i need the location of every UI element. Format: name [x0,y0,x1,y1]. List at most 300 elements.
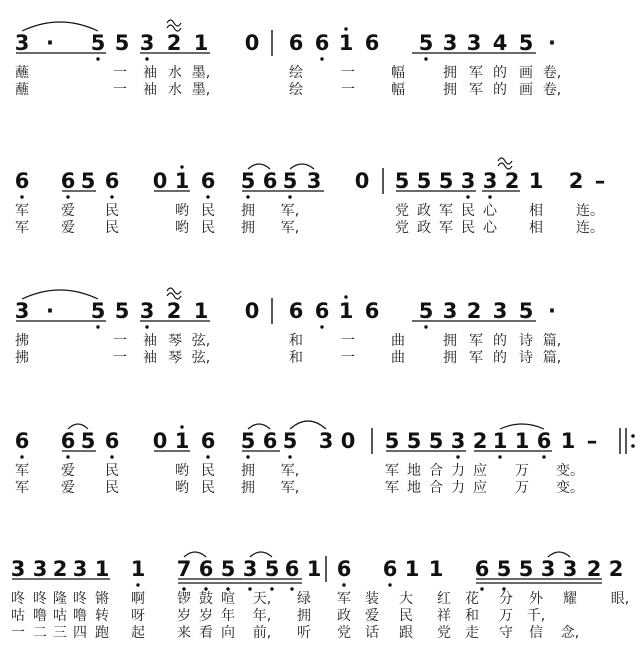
lyric-syllable: 一 [113,350,127,366]
lyric-syllable: 相 [529,220,543,236]
lyric-syllable: 咚 [33,591,47,607]
lyric-syllable: 起 [131,625,145,641]
lyric-syllable: 三 [53,625,67,641]
lyric-syllable: 军 [15,203,29,219]
lyric-syllable: 墨, [191,82,211,98]
lyric-syllable: 一 [113,65,127,81]
lyric-syllable: 合 [429,480,443,496]
note-number: 1 [94,557,110,581]
lyric-syllable: 拥 [241,463,255,479]
score-system [15,20,562,98]
note-number: 6 [14,169,30,193]
octave-dot-low [136,583,139,586]
lyric-syllable: 一 [341,65,355,81]
lyric-syllable: 鼓 [199,591,213,607]
lyric-syllable: 走 [465,625,479,641]
lyric-syllable: 蘸 [15,82,29,98]
dash-extension: – [586,429,598,453]
note-number: 6 [336,557,352,581]
note-number: 0 [354,169,370,193]
lyric-syllable: 军, [280,480,300,496]
lyric-syllable: 拥 [241,480,255,496]
lyric-syllable: 党 [337,625,351,641]
octave-dot-high [180,165,183,168]
note-number: 6 [200,429,216,453]
note-number: 3 [10,557,26,581]
lyric-syllable: 军 [469,333,483,349]
lyric-syllable: 年 [221,608,235,624]
note-number: 5 [416,169,432,193]
lyric-syllable: 军, [280,203,300,219]
note-number: 4 [492,31,508,55]
note-number: 3 [14,31,30,55]
lyric-syllable: 哟 [175,463,189,479]
note-number: 1 [560,429,576,453]
lyric-syllable: 绘 [289,65,303,81]
octave-dot-low [388,583,391,586]
lyric-syllable: 袖 [143,350,157,366]
lyric-syllable: 绿 [297,591,311,607]
note-number: 1 [428,557,444,581]
lyric-syllable: 水 [168,65,182,81]
note-number: 3 [139,299,155,323]
octave-dot-low [480,587,483,590]
slur-arc [22,290,98,299]
octave-dot-low [320,57,323,60]
lyric-syllable: 民 [105,220,119,236]
score-system [15,288,562,366]
lyric-syllable: 爱 [61,203,75,219]
note-number: 6 [262,429,278,453]
lyric-syllable: 篇, [542,333,562,349]
lyric-syllable: 眼, [610,591,630,607]
lyric-syllable: 年, [252,608,272,624]
lyric-syllable: 啊 [131,591,145,607]
lyric-syllable: 政 [417,220,431,236]
lyric-syllable: 连。 [576,203,604,219]
note-number: 6 [198,557,214,581]
note-number: 1 [174,169,190,193]
score-system [11,552,630,641]
lyric-syllable: 诗 [519,333,533,349]
note-number: 5 [418,299,434,323]
lyric-syllable: 弦, [191,333,211,349]
augmentation-dot: · [548,31,556,55]
lyric-syllable: 岁 [199,608,213,624]
note-number: 5 [282,169,298,193]
lyric-syllable: 墨, [191,65,211,81]
note-number: 6 [14,429,30,453]
lyric-syllable: 爱 [61,220,75,236]
lyric-syllable: 军 [385,480,399,496]
note-number: 0 [152,169,168,193]
note-number: 6 [104,429,120,453]
lyric-syllable: 花 [465,591,479,607]
lyric-syllable: 和 [465,608,479,624]
lyric-syllable: 军 [337,591,351,607]
octave-dot-low [20,455,23,458]
note-number: 6 [60,429,76,453]
lyric-syllable: 祥 [437,608,451,624]
note-number: 6 [474,557,490,581]
lyric-syllable: 来 [177,625,191,641]
lyric-syllable: 大 [399,591,413,607]
note-number: 6 [364,299,380,323]
lyric-syllable: 耀 [563,591,577,607]
note-number: 5 [384,429,400,453]
note-number: 3 [32,557,48,581]
note-number: 1 [193,299,209,323]
lyric-syllable: 转 [95,608,109,624]
note-number: 1 [338,299,354,323]
note-number: 5 [406,429,422,453]
note-number: 6 [382,557,398,581]
lyric-syllable: 锣 [177,591,191,607]
lyric-syllable: 和 [289,333,303,349]
lyric-syllable: 水 [168,82,182,98]
note-number: 5 [518,31,534,55]
lyric-syllable: 曲 [391,350,405,366]
lyric-syllable: 的 [493,333,507,349]
lyric-syllable: 卷, [542,82,562,98]
note-number: 6 [364,31,380,55]
note-number: 2 [504,169,520,193]
lyric-syllable: 画 [519,65,533,81]
score-system [15,158,606,236]
octave-dot-low [542,455,545,458]
octave-dot-low [248,587,251,590]
octave-dot-high [180,425,183,428]
lyric-syllable: 袖 [143,333,157,349]
note-number: 5 [394,169,410,193]
note-number: 6 [200,169,216,193]
lyric-syllable: 党 [395,203,409,219]
lyric-syllable: 民 [105,480,119,496]
lyric-syllable: 拥 [241,220,255,236]
note-number: 1 [174,429,190,453]
octave-dot-low [145,57,148,60]
lyric-syllable: 拥 [443,350,457,366]
lyric-syllable: 民 [201,220,215,236]
note-number: 5 [220,557,236,581]
lyric-syllable: 万 [515,463,529,479]
lyric-syllable: 分 [499,591,513,607]
octave-dot-low [206,195,209,198]
repeat-dot [631,444,635,448]
lyric-syllable: 拂 [15,333,29,349]
note-number: 3 [306,169,322,193]
lyric-syllable: 琴 [168,333,182,349]
note-number: 3 [442,299,458,323]
lyric-syllable: 曲 [391,333,405,349]
lyric-syllable: 四 [73,625,87,641]
lyric-syllable: 变。 [556,480,584,496]
note-number: 3 [562,557,578,581]
lyric-syllable: 民 [461,220,475,236]
lyric-syllable: 地 [407,463,421,479]
lyric-syllable: 诗 [519,350,533,366]
lyric-syllable: 民 [201,203,215,219]
note-number: 6 [288,299,304,323]
lyric-syllable: 画 [519,82,533,98]
lyric-syllable: 军 [15,220,29,236]
note-number: 5 [282,429,298,453]
note-number: 3 [442,31,458,55]
lyric-syllable: 拥 [443,333,457,349]
note-number: 5 [114,31,130,55]
lyric-syllable: 政 [417,203,431,219]
octave-dot-low [20,195,23,198]
lyric-syllable: 军 [469,65,483,81]
lyric-syllable: 蘸 [15,65,29,81]
lyric-syllable: 和 [289,350,303,366]
note-number: 5 [418,31,434,55]
note-number: 1 [306,557,322,581]
lyric-syllable: 拥 [241,203,255,219]
lyric-syllable: 拥 [297,608,311,624]
octave-dot-low [145,325,148,328]
lyric-syllable: 哟 [175,203,189,219]
note-number: 2 [52,557,68,581]
note-number: 2 [166,31,182,55]
note-number: 2 [466,299,482,323]
lyric-syllable: 地 [407,480,421,496]
note-number: 5 [438,169,454,193]
lyric-syllable: 爱 [61,480,75,496]
lyric-syllable: 民 [461,203,475,219]
lyric-syllable: 军 [469,82,483,98]
lyric-syllable: 军 [469,350,483,366]
octave-dot-low [424,325,427,328]
note-number: 3 [450,429,466,453]
lyric-syllable: 拂 [15,350,29,366]
lyric-syllable: 的 [493,82,507,98]
note-number: 2 [608,557,624,581]
note-number: 6 [284,557,300,581]
lyric-syllable: 琴 [168,350,182,366]
lyric-syllable: 的 [493,350,507,366]
lyric-syllable: 跑 [95,625,109,641]
lyric-syllable: 变。 [556,463,584,479]
note-number: 3 [482,169,498,193]
octave-dot-low [110,455,113,458]
lyric-syllable: 一 [341,333,355,349]
lyric-syllable: 幅 [391,82,405,98]
lyric-syllable: 的 [493,65,507,81]
lyric-syllable: 念, [560,625,580,641]
octave-dot-low [66,455,69,458]
lyric-syllable: 隆 [53,591,67,607]
note-number: 5 [90,31,106,55]
lyric-syllable: 军, [280,463,300,479]
note-number: 3 [318,429,334,453]
note-number: 3 [466,31,482,55]
lyric-syllable: 一 [11,625,25,641]
note-number: 3 [492,299,508,323]
lyric-syllable: 心 [483,203,497,219]
lyric-syllable: 一 [341,350,355,366]
note-number: 3 [72,557,88,581]
lyric-syllable: 锵 [95,591,109,607]
note-number: 5 [240,169,256,193]
lyric-syllable: 岁 [177,608,191,624]
note-number: 5 [80,429,96,453]
note-number: 3 [242,557,258,581]
augmentation-dot: · [548,299,556,323]
note-number: 5 [428,429,444,453]
note-number: 3 [14,299,30,323]
note-number: 3 [540,557,556,581]
lyric-syllable: 哟 [175,220,189,236]
lyric-syllable: 军, [280,220,300,236]
lyric-syllable: 一 [113,82,127,98]
lyric-syllable: 咚 [73,591,87,607]
octave-dot-low [246,195,249,198]
lyric-syllable: 相 [529,203,543,219]
octave-dot-low [288,195,291,198]
lyric-syllable: 看 [199,625,213,641]
lyric-syllable: 幅 [391,65,405,81]
lyric-syllable: 拥 [443,82,457,98]
note-number: 5 [518,299,534,323]
note-number: 6 [60,169,76,193]
note-number: 3 [139,31,155,55]
octave-dot-low [246,455,249,458]
lyric-syllable: 民 [105,203,119,219]
lyric-syllable: 听 [297,625,311,641]
octave-dot-low [320,325,323,328]
lyric-syllable: 军 [439,220,453,236]
note-number: 2 [568,169,584,193]
note-number: 6 [536,429,552,453]
lyric-syllable: 二 [33,625,47,641]
octave-dot-low [66,195,69,198]
note-number: 1 [404,557,420,581]
note-number: 1 [528,169,544,193]
octave-dot-high [344,295,347,298]
augmentation-dot: · [46,31,54,55]
octave-dot-low [498,455,501,458]
lyric-syllable: 哟 [175,480,189,496]
note-number: 1 [338,31,354,55]
lyric-syllable: 民 [201,480,215,496]
lyric-syllable: 信 [529,625,543,641]
note-number: 6 [314,31,330,55]
octave-dot-low [456,455,459,458]
lyric-syllable: 拥 [443,65,457,81]
lyric-syllable: 袖 [143,82,157,98]
note-number: 0 [152,429,168,453]
octave-dot-low [466,195,469,198]
lyric-syllable: 弦, [191,350,211,366]
note-number: 5 [114,299,130,323]
lyric-syllable: 军 [439,203,453,219]
note-number: 6 [104,169,120,193]
lyric-syllable: 万 [499,608,513,624]
note-number: 6 [314,299,330,323]
lyric-syllable: 向 [221,625,235,641]
lyric-syllable: 千, [526,608,546,624]
lyric-syllable: 政 [337,608,351,624]
lyric-syllable: 应 [473,463,487,479]
note-number: 0 [244,31,260,55]
octave-dot-low [288,455,291,458]
note-number: 6 [262,169,278,193]
augmentation-dot: · [46,299,54,323]
lyric-syllable: 力 [451,480,465,496]
note-number: 2 [586,557,602,581]
note-number: 5 [518,557,534,581]
repeat-dot [631,434,635,438]
lyric-syllable: 万 [515,480,529,496]
note-number: 1 [130,557,146,581]
dash-extension: – [594,169,606,193]
lyric-syllable: 红 [437,591,451,607]
note-number: 2 [166,299,182,323]
lyric-syllable: 前, [252,625,272,641]
lyric-syllable: 军 [15,480,29,496]
lyric-syllable: 话 [365,625,379,641]
octave-dot-low [488,195,491,198]
lyric-syllable: 党 [437,625,451,641]
note-number: 1 [492,429,508,453]
note-number: 3 [460,169,476,193]
lyric-syllable: 合 [429,463,443,479]
octave-dot-low [96,57,99,60]
lyric-syllable: 呀 [131,608,145,624]
lyric-syllable: 爱 [61,463,75,479]
octave-dot-low [206,455,209,458]
lyric-syllable: 咚 [11,591,25,607]
note-number: 7 [176,557,192,581]
octave-dot-low [342,583,345,586]
lyric-syllable: 跟 [399,625,413,641]
lyric-syllable: 噜 [33,608,47,624]
lyric-syllable: 装 [365,591,379,607]
lyric-syllable: 外 [529,591,543,607]
ornament-turn [167,20,181,31]
lyric-syllable: 卷, [542,65,562,81]
lyric-syllable: 喧 [221,591,235,607]
note-number: 5 [240,429,256,453]
note-number: 6 [288,31,304,55]
octave-dot-low [96,325,99,328]
note-number: 0 [340,429,356,453]
note-number: 5 [90,299,106,323]
lyric-syllable: 民 [399,608,413,624]
octave-dot-low [290,587,293,590]
lyric-syllable: 民 [201,463,215,479]
note-number: 2 [472,429,488,453]
lyric-syllable: 一 [113,333,127,349]
lyric-syllable: 爱 [365,608,379,624]
lyric-syllable: 应 [473,480,487,496]
note-number: 5 [264,557,280,581]
lyric-syllable: 天, [252,591,272,607]
octave-dot-high [344,27,347,30]
lyric-syllable: 袖 [143,65,157,81]
lyric-syllable: 军 [385,463,399,479]
lyric-syllable: 心 [483,220,497,236]
lyric-syllable: 力 [451,463,465,479]
slur-arc [22,22,98,31]
lyric-syllable: 咕 [11,608,25,624]
ornament-turn [167,288,181,299]
lyric-syllable: 绘 [289,82,303,98]
note-number: 1 [514,429,530,453]
lyric-syllable: 连。 [576,220,604,236]
octave-dot-low [424,57,427,60]
